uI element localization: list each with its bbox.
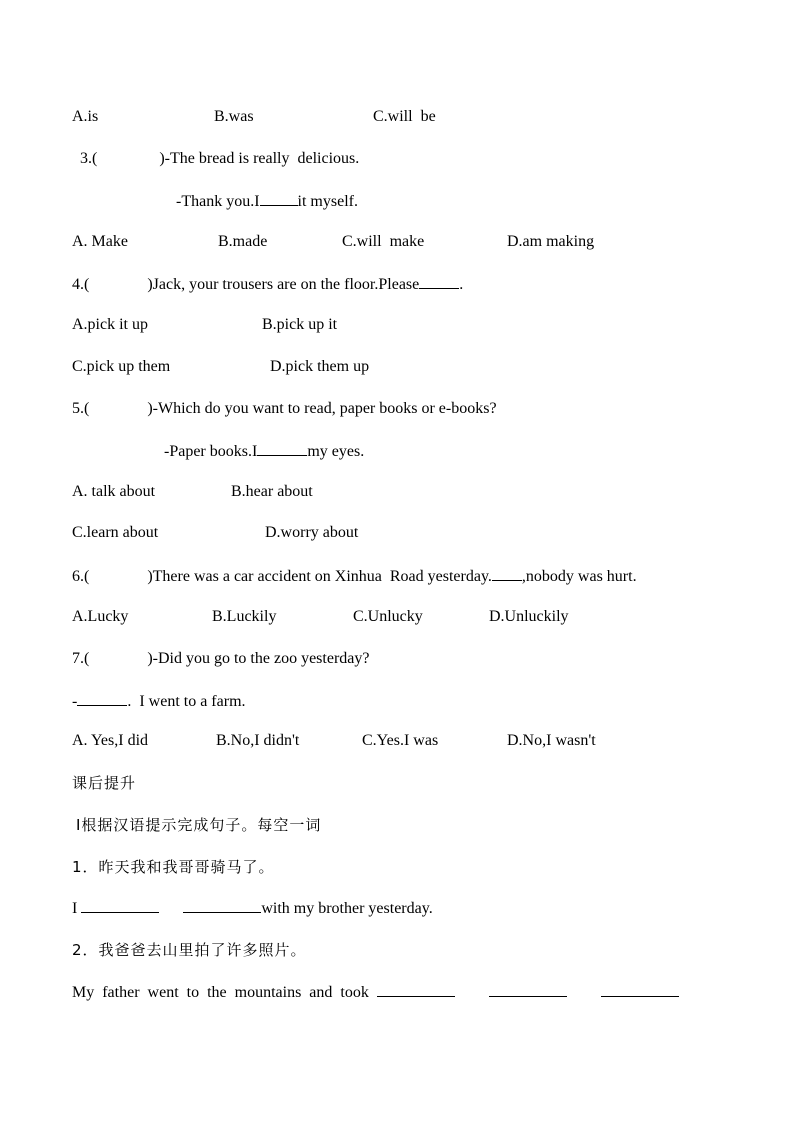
q5-option-d: D.worry about — [265, 524, 359, 541]
p2-sentence: My father went to the mountains and took — [72, 982, 679, 1003]
q6-option-c: C.Unlucky — [353, 608, 423, 625]
q5-number: 5.( — [72, 400, 90, 417]
q5-question-text: -Which do you want to read, paper books or e-books? — [152, 400, 497, 417]
q7-option-d: D.No,I wasn't — [507, 732, 596, 749]
q2-option-b: B.was — [214, 108, 254, 125]
q5-option-a: A. talk about — [72, 483, 156, 500]
q4-blank[interactable] — [419, 274, 459, 289]
q4-question-text: Jack, your trousers are on the floor.Please — [152, 276, 420, 293]
q6-option-a: A.Lucky — [72, 608, 129, 625]
q4-number: 4.( — [72, 276, 90, 293]
p1-blank-2[interactable] — [183, 898, 261, 913]
q5-option-c: C.learn about — [72, 524, 159, 541]
q6-number: 6.( — [72, 568, 90, 585]
q4-option-d: D.pick them up — [270, 358, 370, 375]
q3-question-text: -The bread is really delicious. — [164, 150, 360, 167]
p2-blank-3[interactable] — [601, 982, 679, 997]
q3-number: 3.( — [80, 150, 98, 167]
q7-reply: - . I went to a farm. — [72, 693, 246, 710]
q5-reply: -Paper books.I my eyes. — [164, 443, 365, 460]
q7-option-c: C.Yes.I was — [362, 732, 439, 749]
q3-option-a: A. Make — [72, 233, 128, 250]
q3-question: 3.( )-The bread is really delicious. — [80, 150, 360, 167]
q6-blank[interactable] — [492, 566, 522, 581]
q5-blank[interactable] — [257, 441, 307, 456]
q7-question: 7.( )-Did you go to the zoo yesterday? — [72, 650, 370, 667]
q4-question: 4.( )Jack, your trousers are on the floor.Please . — [72, 276, 464, 293]
q6-option-b: B.Luckily — [212, 608, 277, 625]
q5-question: 5.( )-Which do you want to read, paper books or e-books? — [72, 400, 497, 417]
p2-prompt: 2．我爸爸去山里拍了许多照片。 — [72, 941, 307, 959]
q2-option-c: C.will be — [373, 108, 436, 125]
q3-option-d: D.am making — [507, 233, 595, 250]
p2-blank-1[interactable] — [377, 982, 455, 997]
q3-blank[interactable] — [260, 191, 298, 206]
q7-option-b: B.No,I didn't — [216, 732, 300, 749]
q6-question: 6.( )There was a car accident on Xinhua Road yesterday. ,nobody was hurt. — [72, 568, 637, 585]
part1-title: Ⅰ根据汉语提示完成句子。每空一词 — [76, 816, 322, 834]
q4-option-a: A.pick it up — [72, 316, 148, 333]
q6-question-text: There was a car accident on Xinhua Road yesterday. — [152, 568, 492, 585]
q6-option-d: D.Unluckily — [489, 608, 569, 625]
p1-prompt: 1．昨天我和我哥哥骑马了。 — [72, 858, 275, 876]
q5-option-b: B.hear about — [231, 483, 313, 500]
p1-sentence: I with my brother yesterday. — [72, 900, 433, 917]
section-title: 课后提升 — [72, 774, 137, 792]
q7-blank[interactable] — [77, 691, 127, 706]
p1-blank-1[interactable] — [81, 898, 159, 913]
q7-question-text: -Did you go to the zoo yesterday? — [152, 650, 370, 667]
q4-option-b: B.pick up it — [262, 316, 338, 333]
p2-blank-2[interactable] — [489, 982, 567, 997]
q3-reply: -Thank you.I it myself. — [176, 193, 358, 210]
q3-option-b: B.made — [218, 233, 268, 250]
q7-number: 7.( — [72, 650, 90, 667]
q3-option-c: C.will make — [342, 233, 425, 250]
q7-option-a: A. Yes,I did — [72, 732, 149, 749]
q4-option-c: C.pick up them — [72, 358, 171, 375]
q2-option-a: A.is — [72, 108, 99, 125]
